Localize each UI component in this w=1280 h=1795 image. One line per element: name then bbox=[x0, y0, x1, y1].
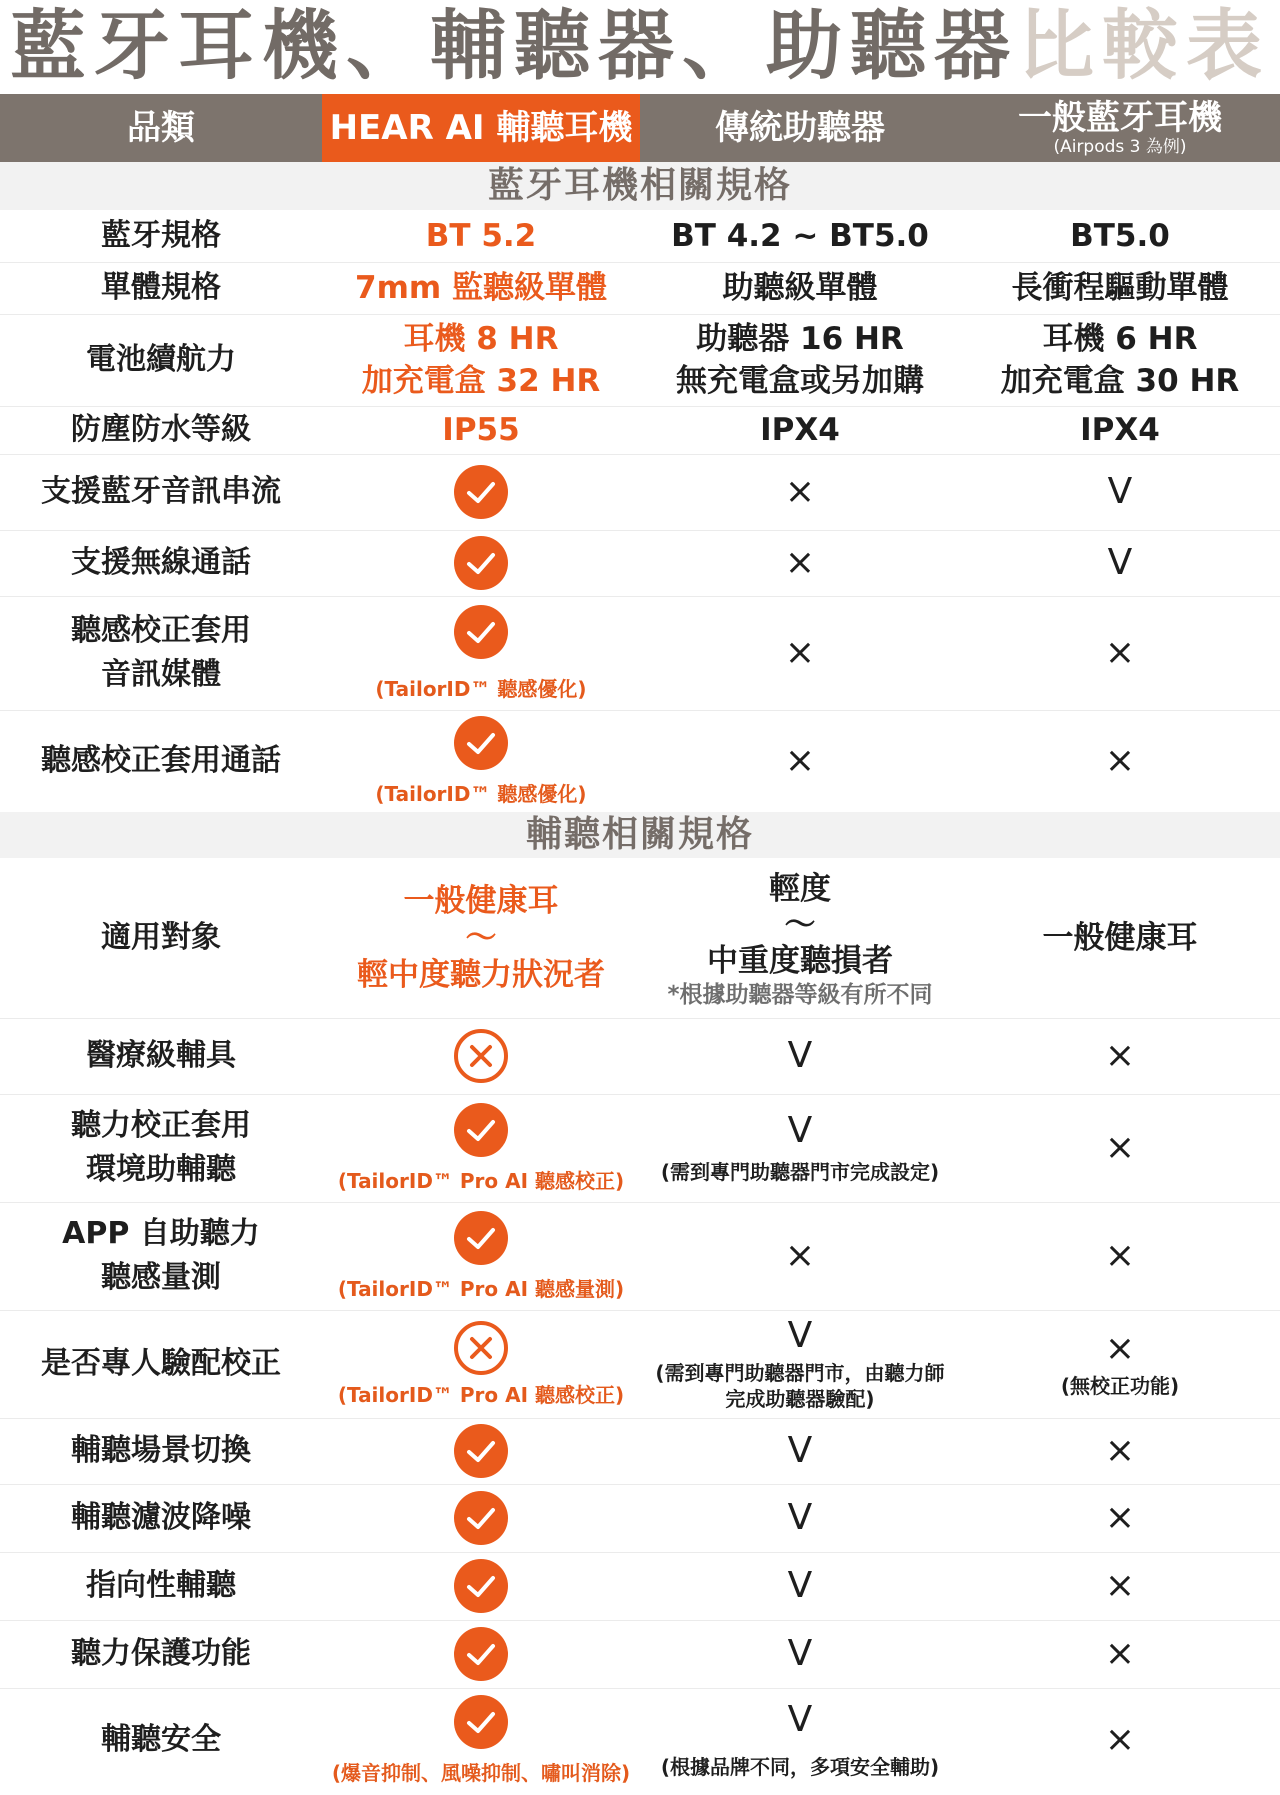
cross-mark: × bbox=[1104, 1127, 1136, 1168]
check-circle-icon bbox=[453, 1102, 509, 1158]
cell-value: 輕度 bbox=[769, 871, 831, 907]
v-mark: V bbox=[787, 1315, 813, 1356]
cell-value: 7mm 監聽級單體 bbox=[355, 270, 607, 306]
cell-note: (TailorID™ 聽感優化) bbox=[375, 677, 587, 701]
check-circle-icon bbox=[453, 1423, 509, 1479]
v-mark: V bbox=[787, 1699, 813, 1740]
check-circle-icon bbox=[453, 1490, 509, 1546]
cell-value: ～ bbox=[784, 907, 816, 943]
title-main: 藍牙耳機、輔聽器、助聽器 bbox=[10, 1, 1018, 90]
table-row bbox=[0, 1094, 1280, 1203]
cell-note: *根據助聽器等級有所不同 bbox=[667, 982, 933, 1008]
row-label: 是否專人驗配校正 bbox=[41, 1346, 281, 1381]
header-category: 品類 bbox=[127, 108, 195, 148]
table-row bbox=[0, 454, 1280, 531]
row-label: 電池續航力 bbox=[86, 342, 236, 377]
cell-value: BT 5.2 bbox=[425, 218, 537, 254]
cell-note: (TailorID™ Pro AI 聽感量測) bbox=[337, 1277, 625, 1301]
row-label: 輔聽安全 bbox=[101, 1722, 221, 1757]
x-circle-icon bbox=[453, 1028, 509, 1084]
row-label: 支援無線通話 bbox=[71, 545, 251, 580]
title-accent: 比較表 bbox=[1018, 1, 1270, 90]
cell-note: 完成助聽器驗配) bbox=[725, 1387, 875, 1411]
table-row bbox=[0, 1688, 1280, 1792]
cell-value: 耳機 6 HR bbox=[1042, 321, 1198, 357]
table-row bbox=[0, 596, 1280, 711]
row-label: 指向性輔聽 bbox=[86, 1568, 236, 1603]
cell-note: (根據品牌不同，多項安全輔助) bbox=[660, 1755, 940, 1779]
table-row bbox=[0, 406, 1280, 455]
row-label: 醫療級輔具 bbox=[86, 1038, 236, 1073]
cross-mark: × bbox=[1104, 1430, 1136, 1471]
cell-value: 助聽級單體 bbox=[722, 270, 878, 306]
row-label: APP 自助聽力 bbox=[62, 1216, 260, 1251]
check-circle-icon bbox=[453, 464, 509, 520]
row-label: 聽力保護功能 bbox=[71, 1636, 251, 1671]
cell-value: 無充電盒或另加購 bbox=[676, 363, 924, 399]
cross-mark: × bbox=[1104, 1633, 1136, 1674]
cross-mark: × bbox=[1104, 1035, 1136, 1076]
row-label: 聽感量測 bbox=[101, 1260, 221, 1295]
v-mark: V bbox=[787, 1497, 813, 1538]
cell-value: 助聽器 16 HR bbox=[696, 321, 904, 357]
header-bt-earphone-sub: (Airpods 3 為例) bbox=[1053, 137, 1187, 157]
row-label: 聽感校正套用通話 bbox=[41, 743, 281, 778]
cross-mark: × bbox=[784, 471, 816, 512]
cell-value: IPX4 bbox=[760, 412, 840, 448]
cell-note: (無校正功能) bbox=[1060, 1374, 1180, 1398]
check-circle-icon bbox=[453, 1694, 509, 1750]
cell-value: 輕中度聽力狀況者 bbox=[357, 957, 605, 993]
table-row bbox=[0, 710, 1280, 812]
cross-mark: × bbox=[1104, 1719, 1136, 1760]
cross-mark: × bbox=[784, 1235, 816, 1276]
v-mark: V bbox=[1107, 471, 1133, 512]
cross-mark: × bbox=[1104, 1235, 1136, 1276]
row-label: 環境助輔聽 bbox=[86, 1152, 236, 1187]
header-hearing-aid: 傳統助聽器 bbox=[715, 108, 885, 148]
row-label: 輔聽濾波降噪 bbox=[71, 1500, 251, 1535]
row-label: 支援藍牙音訊串流 bbox=[41, 474, 281, 509]
cell-value: 長衝程驅動單體 bbox=[1011, 270, 1229, 306]
v-mark: V bbox=[787, 1430, 813, 1471]
cross-mark: × bbox=[1104, 632, 1136, 673]
cell-note: (TailorID™ 聽感優化) bbox=[375, 782, 587, 806]
cell-value: 加充電盒 32 HR bbox=[361, 363, 601, 399]
table-row bbox=[0, 1018, 1280, 1095]
cell-note: (TailorID™ Pro AI 聽感校正) bbox=[337, 1383, 625, 1407]
table-row bbox=[0, 1418, 1280, 1485]
section-hearing: 輔聽相關規格 bbox=[0, 812, 1280, 858]
cell-value: 中重度聽損者 bbox=[707, 943, 893, 979]
cross-mark: × bbox=[1104, 1565, 1136, 1606]
check-circle-icon bbox=[453, 1210, 509, 1266]
cross-mark: × bbox=[1104, 740, 1136, 781]
v-mark: V bbox=[787, 1110, 813, 1151]
check-circle-icon bbox=[453, 604, 509, 660]
cross-mark: × bbox=[1104, 1497, 1136, 1538]
row-label: 防塵防水等級 bbox=[71, 412, 251, 447]
row-label: 聽感校正套用 bbox=[71, 613, 251, 648]
table-row bbox=[0, 262, 1280, 315]
cross-mark: × bbox=[784, 740, 816, 781]
x-circle-icon bbox=[453, 1320, 509, 1376]
table-row bbox=[0, 1310, 1280, 1419]
cross-mark: × bbox=[784, 632, 816, 673]
row-label: 單體規格 bbox=[101, 270, 221, 305]
cell-value: 一般健康耳 bbox=[1042, 920, 1198, 956]
cell-note: (需到專門助聽器門市完成設定) bbox=[660, 1160, 940, 1184]
row-label: 適用對象 bbox=[101, 920, 221, 955]
v-mark: V bbox=[787, 1565, 813, 1606]
cell-note: (需到專門助聽器門市，由聽力師 bbox=[655, 1361, 945, 1385]
cross-mark: × bbox=[784, 542, 816, 583]
cell-note: (爆音抑制、風噪抑制、嘯叫消除) bbox=[331, 1761, 631, 1785]
check-circle-icon bbox=[453, 1626, 509, 1682]
cell-value: BT5.0 bbox=[1070, 218, 1170, 254]
table-row bbox=[0, 210, 1280, 263]
table-row bbox=[0, 1552, 1280, 1621]
cell-note: (TailorID™ Pro AI 聽感校正) bbox=[337, 1169, 625, 1193]
cross-mark: × bbox=[1104, 1328, 1136, 1369]
row-label: 聽力校正套用 bbox=[71, 1108, 251, 1143]
check-circle-icon bbox=[453, 715, 509, 771]
table-row bbox=[0, 1484, 1280, 1553]
row-label: 音訊媒體 bbox=[101, 657, 221, 692]
section-bluetooth: 藍牙耳機相關規格 bbox=[0, 162, 1280, 210]
cell-value: 一般健康耳 bbox=[403, 883, 559, 919]
v-mark: V bbox=[787, 1633, 813, 1674]
cell-value: BT 4.2 ~ BT5.0 bbox=[671, 218, 929, 254]
table-row bbox=[0, 530, 1280, 597]
table-row bbox=[0, 858, 1280, 1019]
cell-value: IPX4 bbox=[1080, 412, 1160, 448]
table-row bbox=[0, 1202, 1280, 1311]
row-label: 藍牙規格 bbox=[101, 218, 221, 253]
v-mark: V bbox=[787, 1035, 813, 1076]
v-mark: V bbox=[1107, 542, 1133, 583]
cell-value: ～ bbox=[465, 920, 497, 956]
cell-value: 加充電盒 30 HR bbox=[1000, 363, 1240, 399]
cell-value: 耳機 8 HR bbox=[403, 321, 559, 357]
cell-value: IP55 bbox=[442, 412, 520, 448]
table-header bbox=[0, 94, 1280, 162]
page-title bbox=[0, 0, 1280, 92]
check-circle-icon bbox=[453, 1558, 509, 1614]
check-circle-icon bbox=[453, 535, 509, 591]
row-label: 輔聽場景切換 bbox=[71, 1433, 251, 1468]
table-row bbox=[0, 1620, 1280, 1689]
table-row bbox=[0, 314, 1280, 407]
header-bt-earphone: 一般藍牙耳機 (Airpods 3 為例) bbox=[1018, 98, 1222, 157]
header-hear-ai: HEAR AI 輔聽耳機 bbox=[322, 94, 640, 162]
